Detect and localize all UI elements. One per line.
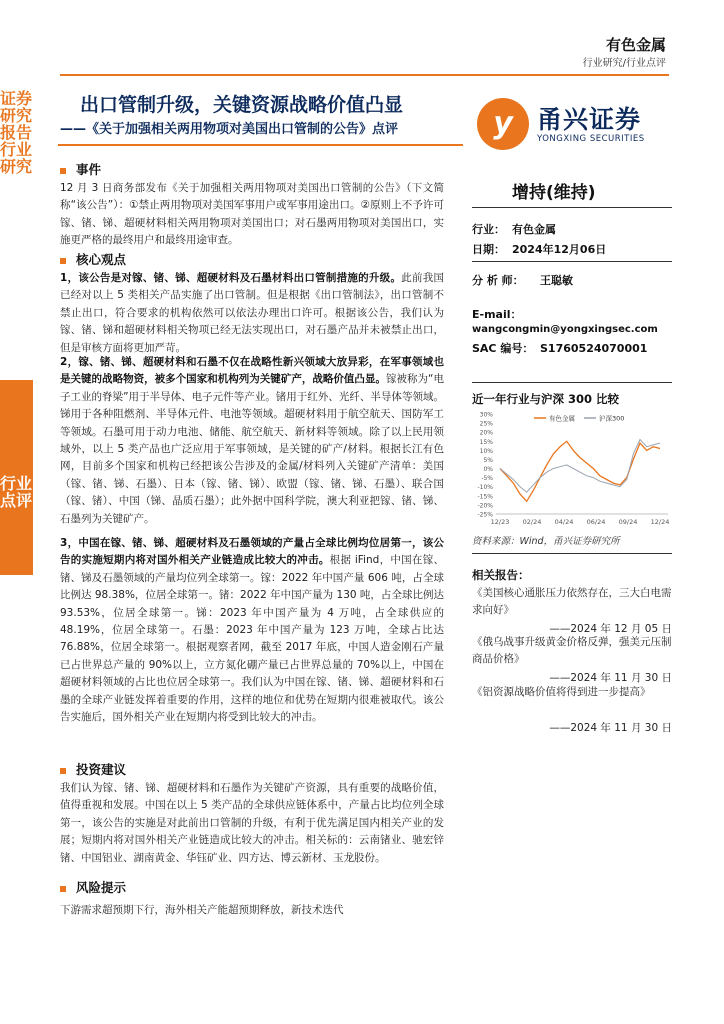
- y-tick-label: 30%: [479, 411, 493, 419]
- bullet-square-icon: [60, 768, 66, 774]
- core-point-2: 2，镓、锗、锑、超硬材料和石墨不仅在战略性新兴领域大放异彩，在军事领域也是关键的战略物资，被多个国家和机构列为关键矿产，战略价值凸显。镓被称为“电子工业的脊梁”用于半导体、电子元件等产业。锗用于红外、光纤、半导体等领域。锑用于各种阻燃剂、半导体元件、电池等领域。超硬材料用于航空航天、国防军工等领域。石墨可用于动力电池、储能、航空航天、新材料等领域。除了以上民用领域外，以上 5 类产品也广泛应用于军事领域，是关键的矿产/材料。根据长江有色网，目前多个国家和机构已经把该公告涉及的金属/材料列入关键矿产清单：美国（镓、锗、锑、石墨）、日本（镓、锗、锑）、欧盟（镓、锗、锑、石墨）、联合国（镓、锗）、中国（锑、晶质石墨）；此外据中国科学院，澳大利亚把镓、锗、锑、石墨列为关键矿产。: [60, 356, 445, 525]
- related-report-2[interactable]: 《俄乌战事升级黄金价格反弹，强美元压制商品价格》: [472, 636, 672, 665]
- risk-paragraph: 下游需求超预期下行，海外相关产能超预期释放，新技术迭代: [60, 904, 344, 916]
- y-tick-label: 0%: [483, 466, 493, 474]
- rating-rule: [472, 207, 672, 208]
- x-tick-label: 06/24: [586, 518, 606, 526]
- chart-title: 近一年行业与沪深 300 比较: [472, 392, 620, 406]
- related-report-3[interactable]: 《铝资源战略价值将得到进一步提高》: [472, 686, 651, 698]
- section-heading-invest: 投资建议: [60, 760, 126, 778]
- chart-top-rule: [472, 382, 672, 383]
- bullet-square-icon: [60, 258, 66, 264]
- sidebar-category-box: 行业点评: [0, 380, 32, 575]
- y-tick-label: -25%: [477, 511, 493, 519]
- x-tick-label: 12/23: [490, 518, 510, 526]
- core-point-1: 1，该公告是对镓、锗、锑、超硬材料及石墨材料出口管制措施的升级。此前我国已经对以上 5 类相关产品实施了出口管制。但是根据《出口管制法》，出口管制不禁止出口，符合要求的机构依然可以依法办理出口许可。根据该公告，我们认为镓、锗、锑和超硬材料相关物项已经无法实现出口，对石墨产品并未被禁止出口，但是审核方面将更加严苛。: [60, 272, 445, 354]
- logo-name: 甬兴证券: [537, 105, 642, 134]
- related-report-2-date: ——2024 年 11 月 30 日: [549, 672, 672, 684]
- y-tick-label: 15%: [479, 438, 493, 446]
- series-line-industry: [500, 441, 660, 501]
- legend-label: 有色金属: [549, 414, 575, 423]
- x-tick-label: 04/24: [554, 518, 574, 526]
- x-tick-label: 02/24: [522, 518, 542, 526]
- y-tick-label: -10%: [477, 484, 493, 492]
- meta-sac: SAC 编号： S1760524070001: [472, 342, 648, 355]
- y-tick-label: 10%: [479, 447, 493, 455]
- chart-bottom-rule: [472, 553, 672, 554]
- chart-source: 资料来源：Wind，甬兴证券研究所: [472, 536, 620, 547]
- meta-analyst: 分 析 师： 王聪敏: [472, 274, 573, 287]
- event-paragraph: 12 月 3 日商务部发布《关于加强相关两用物项对美国出口管制的公告》（下文简称“该公告”）：①禁止两用物项对美国军事用户或军事用途出口。②原则上不予许可镓、锗、锑、超硬材料相关两用物项对美国出口；对石墨两用物项对美国出口，实施更严格的最终用户和最终用途审查。: [60, 182, 444, 247]
- legend-label: 沪深300: [599, 414, 625, 423]
- y-tick-label: 5%: [483, 456, 493, 464]
- bullet-square-icon: [60, 886, 66, 892]
- header-sector: 有色金属: [605, 36, 666, 54]
- related-report-1-date: ——2024 年 12 月 05 日: [549, 623, 672, 635]
- title-underline: [58, 144, 463, 146]
- meta-email: E-mail：wangcongmin@yongxingsec.com: [472, 308, 658, 335]
- logo-english-name: YONGXING SECURITIES: [537, 134, 645, 144]
- sidebar-vertical-label: 证券研究报告 行业研究: [0, 89, 33, 176]
- company-logo: [477, 98, 667, 154]
- core-point-3: 3，中国在镓、锗、锑、超硬材料及石墨领域的产量占全球比例均位居第一，该公告的实施短期内将对国外相关产业链造成比较大的冲击。根据 iFind，中国在镓、锗、锑及石墨领域的产量均位列全球第一。镓：2022 年中国产量 606 吨，占全球比例达 98.38%，位居全球第一。锗：2022 年中国产量为 130 吨，占全球比例达 93.53%，位居全球第一。锑：2023 年中国产量为 4 万吨，占全球供应的 48.19%，位居全球第一。石墨：2023 年中国产量为 123 万吨，全球占比达 76.88%，位居全球第一。根据观察者网，截至 2017 年底，中国人造金刚石产量已占世界总产量的 90%以上，立方氮化硼产量已占世界总量的 70%以上，中国在超硬材料领域的占比也位居全球第一。我们认为中国在镓、锗、锑、超硬材料和石墨的全球产业链发挥着重要的作用，这样的地位和优势在短期内很难被取代。该公告实施后，国外相关产业在短期内将受到比较大的冲击。: [60, 537, 444, 724]
- related-reports-title: 相关报告：: [472, 568, 530, 582]
- y-tick-label: -5%: [481, 475, 493, 483]
- meta-rule: [472, 261, 672, 262]
- related-report-3-date: ——2024 年 11 月 30 日: [549, 722, 672, 734]
- rating: 增持(维持): [512, 183, 596, 203]
- x-tick-label: 09/24: [618, 518, 638, 526]
- y-tick-label: -20%: [477, 502, 493, 510]
- meta-date: 日期： 2024年12月06日: [472, 243, 607, 256]
- header-divider: [60, 74, 669, 76]
- series-line-csi300: [500, 440, 660, 493]
- bullet-square-icon: [60, 168, 66, 174]
- y-tick-label: 25%: [479, 420, 493, 428]
- section-heading-core: 核心观点: [60, 250, 126, 268]
- report-subtitle: ——《关于加强相关两用物项对美国出口管制的公告》点评: [60, 122, 399, 137]
- y-tick-label: -15%: [477, 493, 493, 501]
- comparison-chart: [472, 410, 672, 528]
- invest-paragraph: 我们认为镓、锗、锑、超硬材料和石墨作为关键矿产资源，具有重要的战略价值，值得重视和发展。中国在以上 5 类产品的全球供应链体系中，产量占比均位列全球第一，该公告的实施是对此前出口管制的升级，有利于优先满足国内相关产业的发展；短期内将对国外相关产业链造成比较大的冲击。相关标的：云南锗业、驰宏锌锗、中国铝业、湖南黄金、华钰矿业、四方达、博云新材、玉龙股份。: [60, 782, 444, 864]
- section-heading-risk: 风险提示: [60, 878, 126, 896]
- related-report-1[interactable]: 《美国核心通胀压力依然存在，三大白电需求向好》: [472, 587, 672, 616]
- section-heading-event: 事件: [60, 160, 101, 178]
- meta-industry: 行业： 有色金属: [472, 223, 556, 236]
- y-tick-label: 20%: [479, 429, 493, 437]
- x-tick-label: 12/24: [650, 518, 670, 526]
- header-subcategory: 行业研究/行业点评: [582, 58, 666, 69]
- sidebar-vertical-line: [32, 380, 33, 575]
- report-title: 出口管制升级，关键资源战略价值凸显: [80, 94, 404, 116]
- logo-mark-icon: y: [477, 98, 529, 150]
